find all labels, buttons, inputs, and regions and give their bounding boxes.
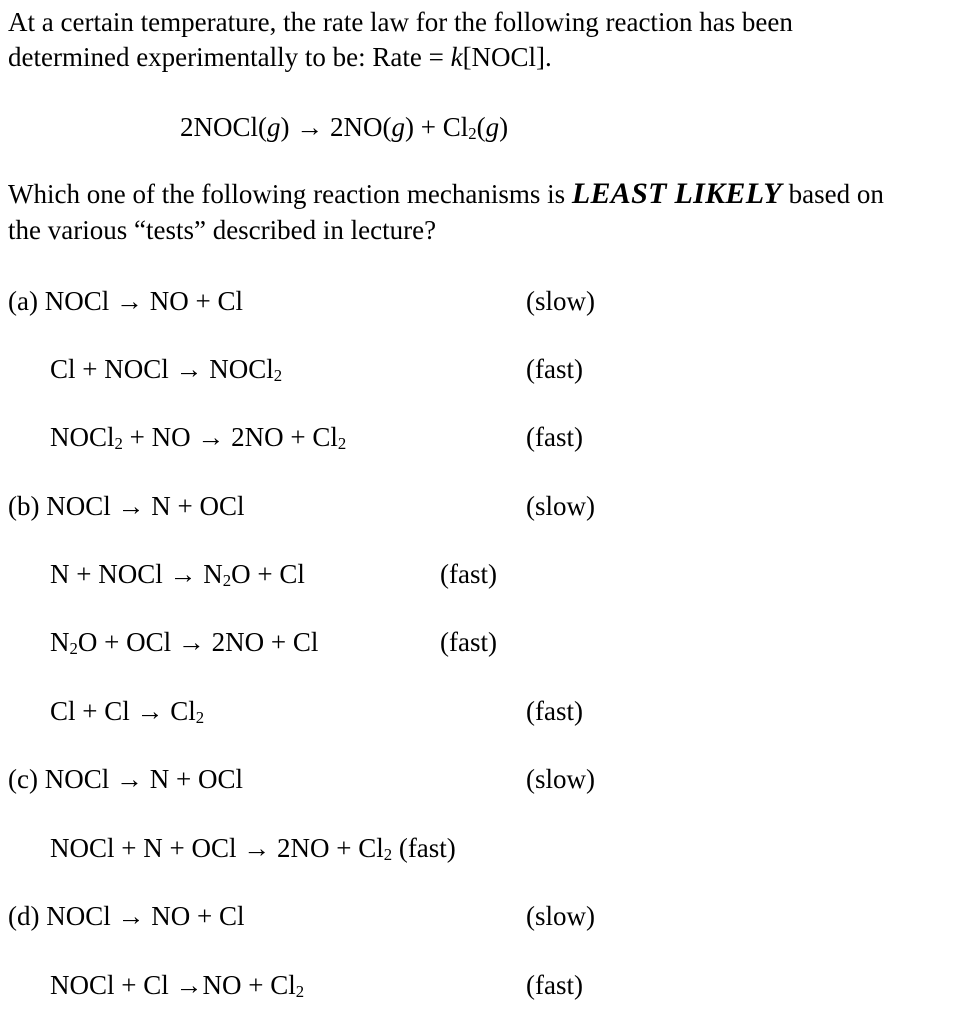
option-a-step-3-sub2: 2 (337, 434, 347, 453)
option-d-step-2-sub: 2 (295, 982, 305, 1001)
option-a-step-3-a: NOCl (50, 422, 115, 452)
intro-line-2 (8, 40, 552, 74)
option-a-step-1-rate: (slow) (526, 286, 595, 316)
option-d-step-2 (50, 968, 304, 1002)
overall-close: ) (499, 112, 509, 142)
option-b-step-3-rate: (fast) (440, 627, 497, 657)
option-c-step-2-sub: 2 (383, 845, 393, 864)
option-d-step-1-rate: (slow) (526, 901, 595, 931)
phase-g-2: g (391, 112, 405, 142)
option-a-step-3-b: + NO → 2NO + Cl (122, 422, 338, 452)
overall-reactant: 2NOCl( (180, 112, 267, 142)
option-b-step-3 (50, 625, 318, 659)
option-a-step-2-text: Cl + NOCl → NOCl (50, 354, 274, 384)
option-b-step-1: (b) NOCl → N + OCl (8, 491, 245, 521)
option-a-step-2-rate: (fast) (526, 354, 583, 384)
phase-g-1: g (267, 112, 281, 142)
option-b-step-4-sub: 2 (195, 708, 205, 727)
option-b-step-2 (50, 557, 305, 591)
option-b-step-3-a: N (50, 627, 70, 657)
option-b-step-3-b: O + OCl → 2NO + Cl (77, 627, 319, 657)
option-a-step-3-sub1: 2 (114, 434, 123, 453)
option-b-step-2-b: O + Cl (231, 559, 305, 589)
option-a-step-3-rate: (fast) (526, 422, 583, 452)
option-b-step-2-a: N + NOCl → N (50, 559, 223, 589)
option-b-step-3-sub: 2 (69, 639, 78, 658)
option-a-step-1: (a) NOCl → NO + Cl (8, 286, 243, 316)
question-line-2: the various “tests” described in lecture? (8, 215, 437, 245)
option-b-step-1-rate: (slow) (526, 491, 595, 521)
intro-line-1: At a certain temperature, the rate law for the following reaction has been (8, 7, 793, 37)
option-d-step-2-a: NOCl + Cl →NO + Cl (50, 970, 296, 1000)
question-emphasis: LEAST LIKELY (571, 177, 782, 210)
overall-arrow: ) → 2NO( (280, 112, 392, 142)
intro-line-2-text: determined experimentally to be: Rate = (8, 42, 451, 72)
option-c-step-2-a: NOCl + N + OCl → 2NO + Cl (50, 833, 384, 863)
option-a-step-2 (50, 352, 282, 386)
option-d-step-1: (d) NOCl → NO + Cl (8, 901, 245, 931)
option-c-step-2 (50, 831, 456, 865)
rate-constant: k (450, 42, 463, 72)
option-b-step-2-rate: (fast) (440, 559, 497, 589)
option-c-step-1: (c) NOCl → N + OCl (8, 764, 243, 794)
option-c-step-2-rate: (fast) (398, 833, 456, 863)
rate-law-tail: [NOCl]. (462, 42, 552, 72)
option-b-step-2-sub: 2 (222, 571, 232, 590)
question-prefix: Which one of the following reaction mechanisms is (8, 179, 572, 209)
overall-reaction (180, 110, 508, 144)
option-a-step-2-sub: 2 (273, 366, 283, 385)
option-b-step-4 (50, 694, 204, 728)
option-b-step-4-a: Cl + Cl → Cl (50, 696, 196, 726)
option-c-step-1-rate: (slow) (526, 764, 595, 794)
overall-plus: ) + Cl (404, 112, 469, 142)
option-a-step-3 (50, 420, 346, 454)
overall-subscript: 2 (468, 124, 477, 143)
overall-paren: ( (476, 112, 486, 142)
question-suffix: based on (781, 179, 884, 209)
phase-g-3: g (485, 112, 500, 142)
option-d-step-2-rate: (fast) (526, 970, 583, 1000)
question-line-1 (8, 177, 884, 211)
option-b-step-4-rate: (fast) (526, 696, 583, 726)
